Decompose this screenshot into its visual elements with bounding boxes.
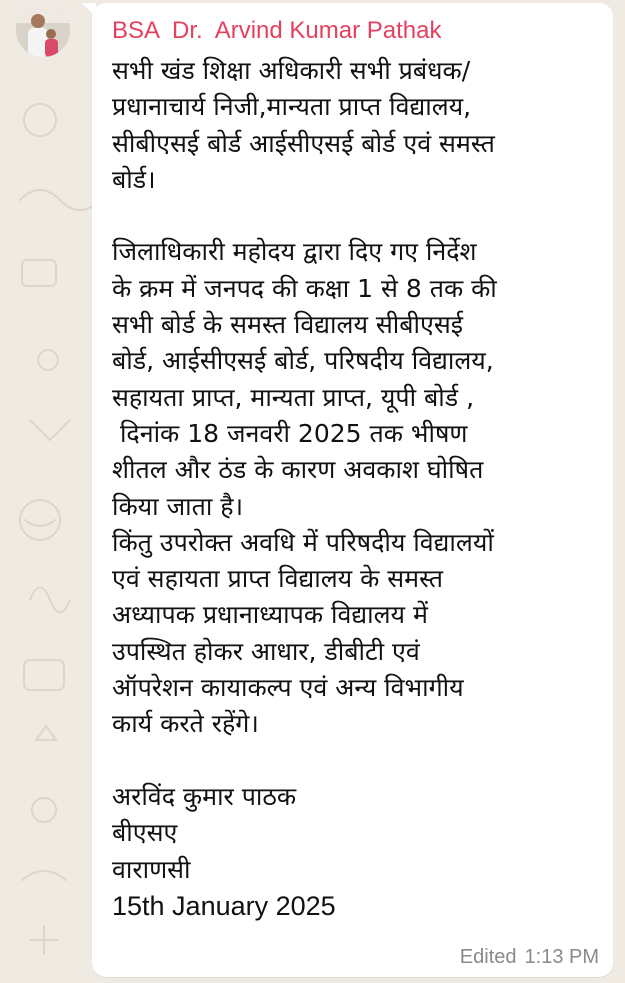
message-line: सभी बोर्ड के समस्त विद्यालय सीबीएसई <box>112 310 464 340</box>
message-line: 15th January 2025 <box>112 890 336 921</box>
message-line: उपस्थित होकर आधार, डीबीटी एवं <box>112 636 420 666</box>
message-line: जिलाधिकारी महोदय द्वारा दिए गए निर्देश <box>112 237 477 267</box>
message-line: बीएसए <box>112 818 178 848</box>
message-line: ऑपरेशन कायाकल्प एवं अन्य विभागीय <box>112 673 464 703</box>
message-line <box>112 743 599 779</box>
sender-name[interactable]: BSA Dr. Arvind Kumar Pathak <box>112 17 442 44</box>
message-line: शीतल और ठंड के कारण अवकाश घोषित <box>112 455 484 485</box>
sender-avatar[interactable] <box>16 3 70 57</box>
message-line: किंतु उपरोक्त अवधि में परिषदीय विद्यालयों <box>112 527 494 557</box>
message-line: अध्यापक प्रधानाध्यापक विद्यालय में <box>112 600 428 630</box>
message-line: दिनांक 18 जनवरी 2025 तक भीषण <box>112 418 468 448</box>
message-line: कार्य करते रहेंगे। <box>112 709 259 739</box>
message-line: बोर्ड। <box>112 164 156 194</box>
message-line: सहायता प्राप्त, मान्यता प्राप्त, यूपी बोर्ड , <box>112 382 475 412</box>
message-bubble[interactable] <box>92 3 613 977</box>
message-line <box>112 198 599 234</box>
message-line: प्रधानाचार्य निजी,मान्यता प्राप्त विद्यालय, <box>112 92 472 122</box>
message-line: के क्रम में जनपद की कक्षा 1 से 8 तक की <box>112 273 497 303</box>
message-line: सभी खंड शिक्षा अधिकारी सभी प्रबंधक/ <box>112 56 471 85</box>
message-line: किया जाता है। <box>112 491 244 521</box>
message-line: एवं सहायता प्राप्त विद्यालय के समस्त <box>112 564 444 594</box>
message-line: सीबीएसई बोर्ड आईसीएसई बोर्ड एवं समस्त <box>112 128 495 158</box>
message-text <box>112 53 599 924</box>
message-line: अरविंद कुमार पाठक <box>112 781 297 811</box>
avatar-photo-icon <box>16 3 70 57</box>
message-line: बोर्ड, आईसीएसई बोर्ड, परिषदीय विद्यालय, <box>112 346 494 376</box>
edited-label: Edited <box>459 946 517 968</box>
message-time: 1:13 PM <box>524 946 599 968</box>
message-line: वाराणसी <box>112 854 191 884</box>
message-meta <box>452 946 599 969</box>
